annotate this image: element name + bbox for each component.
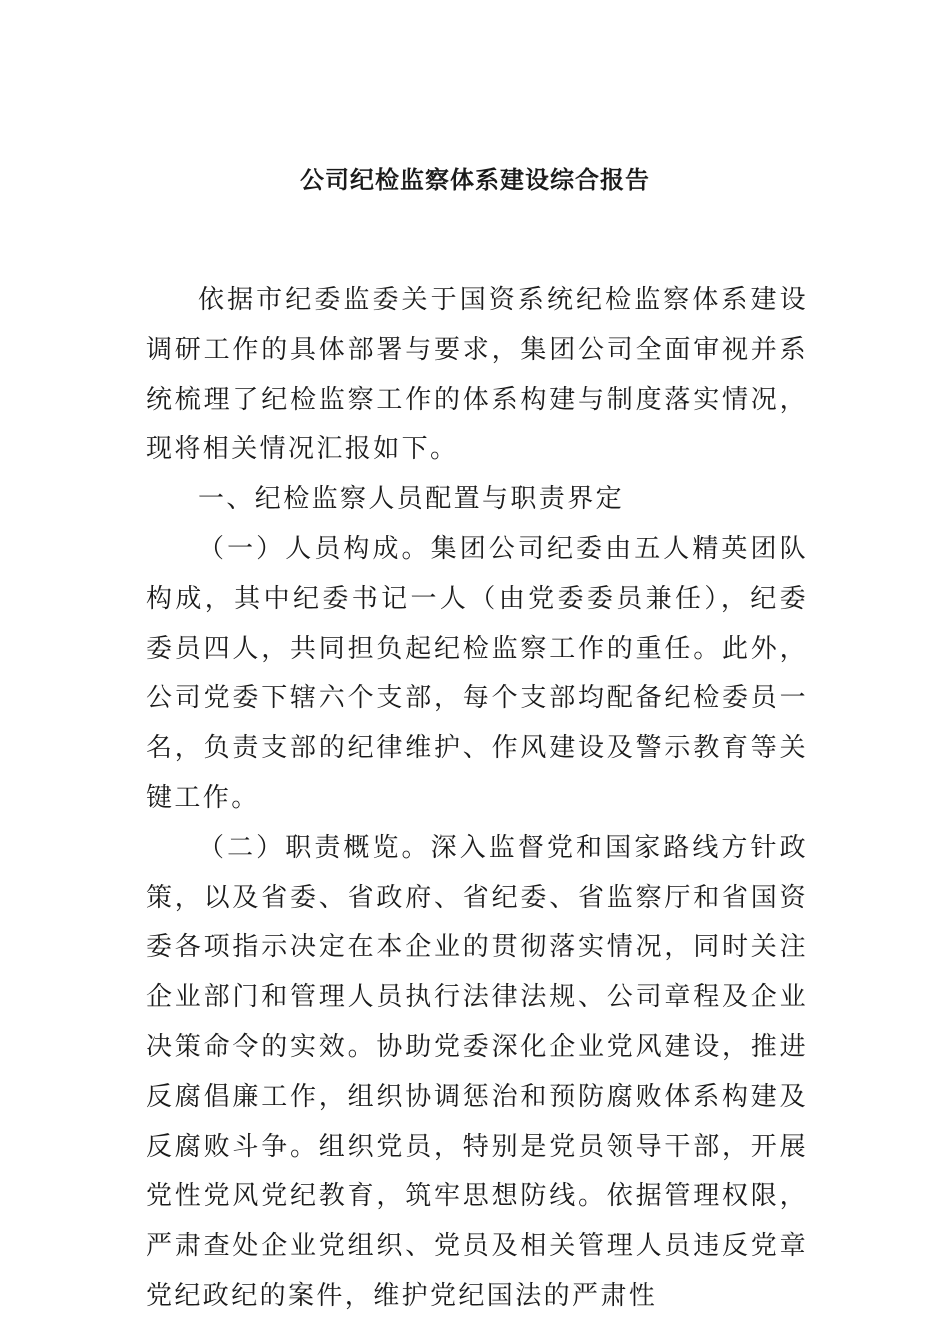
section-heading: 一、纪检监察人员配置与职责界定: [198, 484, 625, 515]
paragraph-staffing: （一）人员构成。集团公司纪委由五人精英团队构成，其中纪委书记一人（由党委委员兼任），纪委委员四人，共同担负起纪检监察工作的重任。此外，公司党委下辖六个支部，每个支部均配备纪检委员一名，负责支部的纪律维护、作风建设及警示教育等关键工作。: [146, 533, 808, 813]
paragraph-duties: （二）职责概览。深入监督党和国家路线方针政策，以及省委、省政府、省纪委、省监察厅和省国资委各项指示决定在本企业的贯彻落实情况，同时关注企业部门和管理人员执行法律法规、公司章程及企业决策命令的实效。协助党委深化企业党风建设，推进反腐倡廉工作，组织协调惩治和预防腐败体系构建及反腐败斗争。组织党员，特别是党员领导干部，开展党性党风党纪教育，筑牢思想防线。依据管理权限，严肃查处企业党组织、党员及相关管理人员违反党章党纪政纪的案件，维护党纪国法的严肃性: [146, 832, 808, 1311]
paragraph-intro: 依据市纪委监委关于国资系统纪检监察体系建设调研工作的具体部署与要求，集团公司全面审视并系统梳理了纪检监察工作的体系构建与制度落实情况，现将相关情况汇报如下。: [146, 285, 808, 465]
document-body: [146, 276, 808, 1322]
document-title: 公司纪检监察体系建设综合报告: [300, 165, 650, 194]
